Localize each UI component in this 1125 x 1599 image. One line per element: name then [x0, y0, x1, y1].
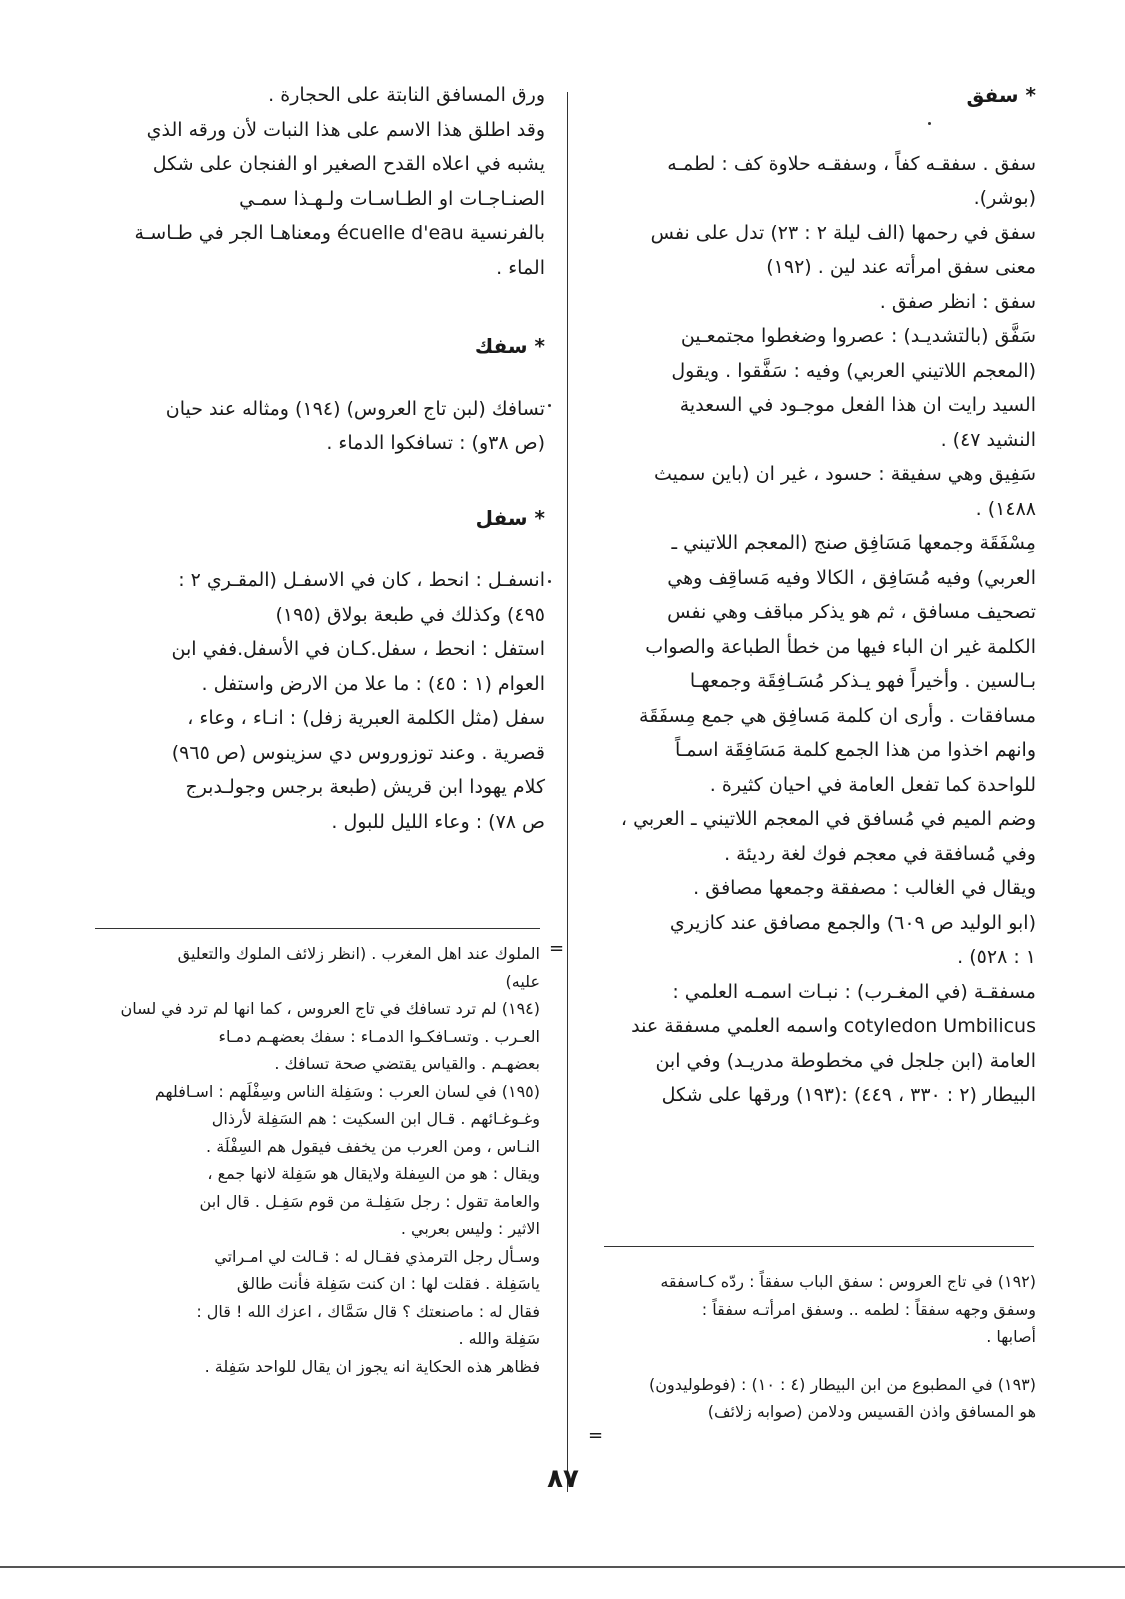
- footnote-line: (١٩٢) في تاج العروس : سفق الباب سفقاً : ردّه كـاسفقه: [660, 1272, 1036, 1291]
- text-line: يشبه في اعلاه القدح الصغير او الفنجان على شكل: [152, 153, 545, 175]
- text-line: (ابو الوليد ص ٦٠٩) والجمع مصافق عند كازيري: [669, 911, 1036, 934]
- right-column-body: [596, 147, 1036, 1113]
- footnote-line: (١٩٤) لم ترد تسافك في تاج العروس ، كما انها لم ترد في لسان: [120, 999, 540, 1018]
- text-line: قصرية . وعند توزوروس دي سزينوس (ص ٩٦٥): [171, 741, 545, 764]
- text-line: سفل (مثل الكلمة العبرية زفل) : انـاء ، وعاء ،: [187, 707, 545, 729]
- text-line: كلام يهودا ابن قريش (طبعة برجس وجولـدبرج: [185, 776, 545, 798]
- text-line: ورق المسافق النابتة على الحجارة .: [268, 84, 545, 106]
- footnote-line: سَفِلة والله .: [458, 1329, 540, 1348]
- footnote-line: هو المسافق واذن القسيس ودلامن (صوابه زلائف): [707, 1402, 1036, 1421]
- text-line: الماء .: [496, 256, 545, 279]
- footnotes-right: [596, 1268, 1036, 1426]
- text-line: تصحيف مسافق ، ثم هو يذكر مباقف وهي نفس: [667, 601, 1036, 623]
- right-column: [596, 78, 1036, 1113]
- text-line: سفق : انظر صفق .: [879, 290, 1036, 313]
- text-line: وقد اطلق هذا الاسم على هذا النبات لأن ورقه الذي: [146, 118, 545, 141]
- footnote-line: النـاس ، ومن العرب من يخفف فيقول هم السِفْلَة .: [206, 1136, 540, 1156]
- text-line: وضم الميم في مُسافق في المعجم اللاتيني ـ العربي ،: [620, 808, 1036, 830]
- footnote-line: (١٩٥) في لسان العرب : وسَفِلة الناس وسِفْلَهم : اسـافلهم: [154, 1081, 540, 1101]
- text-line: بالفرنسية écuelle d'eau ومعناهـا الجر في طـاسـة: [134, 222, 545, 244]
- text-line: استفل : انحط ، سفل.كـان في الأسفل.ففي ابن: [171, 638, 545, 660]
- text-line: ١ : ٥٢٨) .: [957, 946, 1036, 968]
- text-line: العوام (١ : ٤٥) : ما علا من الارض واستفل .: [201, 672, 545, 695]
- text-line: (ص ٣٨و) : تسافكوا الدماء .: [326, 432, 545, 454]
- scan-speck: [548, 580, 551, 583]
- entry-heading-sfl: * سفل: [475, 505, 545, 530]
- text-line: للواحدة كما تفعل العامة في احيان كثيرة .: [709, 773, 1036, 796]
- left-column: [95, 78, 545, 839]
- footnote-line: فقال له : ماصنعتك ؟ قال سَمَّاك ، اعزك الله ! قال :: [196, 1301, 540, 1321]
- footnote-line: بعضهـم . والقياس يقتضي صحة تسافك .: [274, 1054, 540, 1073]
- text-line: معنى سفق امرأته عند لين . (١٩٢): [766, 256, 1036, 278]
- text-line: مسافقات . وأرى ان كلمة مَسافِق هي جمع مِسفَقَة: [639, 704, 1036, 727]
- footnote-line: الملوك عند اهل المغرب . (انظر زلائف الملوك والتعليق: [177, 944, 540, 963]
- text-line: الكلمة غير ان الباء فيها من خطأ الطباعة والصواب: [645, 635, 1036, 658]
- footnote-line: (١٩٣) في المطبوع من ابن البيطار (٤ : ١٠) : (فوطوليدون): [648, 1374, 1036, 1394]
- footnote-gap: [596, 1351, 1036, 1371]
- text-line: سفق . سفقـه كفاً ، وسفقـه حلاوة كف : لطمـه: [667, 152, 1036, 175]
- footnote-rule-left: [95, 928, 540, 929]
- scan-speck: [548, 404, 551, 407]
- text-line: البيطار (٢ : ٣٣٠ ، ٤٤٩) :(١٩٣) ورقها على شكل: [661, 1084, 1036, 1106]
- text-line: سَفَّق (بالتشديـد) : عصروا وضغطوا مجتمعـين: [680, 325, 1036, 347]
- column-divider: [567, 92, 568, 1492]
- text-line: الصنـاجـات او الطـاسـات ولـهـذا سمـي: [239, 187, 545, 210]
- text-line: سفق في رحمها (الف ليلة ٢ : ٢٣) تدل على نفس: [650, 221, 1036, 244]
- text-line: مِسْفَقَة وجمعها مَسَافِق صنج (المعجم اللاتيني ـ: [671, 532, 1036, 554]
- text-line: cotyledon Umbilicus واسمه العلمي مسفقة عند: [631, 1015, 1036, 1037]
- footnote-line: فظاهر هذه الحكاية انه يجوز ان يقال للواحد سَفِلة .: [204, 1356, 540, 1376]
- text-line: النشيد ٤٧) .: [940, 428, 1036, 451]
- text-line: (المعجم اللاتيني العربي) وفيه : سَفَّقوا . ويقول: [671, 359, 1036, 382]
- footnote-line: وسفق وجهه سفقاً : لطمه .. وسفق امرأتـه سفقاً :: [701, 1299, 1036, 1319]
- text-line: ٤٩٥) وكذلك في طبعة بولاق (١٩٥): [275, 603, 545, 626]
- footnotes-left: [95, 940, 540, 1380]
- page-number: ٨٧: [547, 1464, 579, 1494]
- text-line: وفي مُسافقة في معجم فوك لغة رديئة .: [724, 842, 1036, 865]
- text-line: السيد رايت ان هذا الفعل موجـود في السعدية: [679, 394, 1036, 416]
- text-line: بـالسين . وأخيراً فهو يـذكر مُسَـافِقَة وجمعهـا: [689, 670, 1036, 692]
- text-line: (بوشر).: [973, 187, 1036, 209]
- entry-heading-sfk: * سفك: [474, 334, 545, 358]
- continuation-mark-left: =: [549, 938, 565, 959]
- entry-sfk-body: [95, 392, 545, 461]
- footnote-rule-right: [604, 1246, 1034, 1247]
- text-line: مسفقـة (في المغـرب) : نبـات اسمـه العلمي :: [672, 980, 1036, 1003]
- footnote-line: وغـوغـائهم . قـال ابن السكيت : هم السَفِلة لأرذال: [211, 1109, 540, 1128]
- footnote-line: أصابها .: [986, 1327, 1036, 1346]
- text-line: انسفـل : انحط ، كان في الاسفـل (المقـري ٢ :: [178, 569, 545, 591]
- footnote-line: الاثير : وليس بعربي .: [400, 1219, 540, 1238]
- footnote-line: والعامة تقول : رجل سَفِلـة من قوم سَفِـل . قال ابن: [199, 1191, 540, 1211]
- text-line: ١٤٨٨) .: [975, 497, 1036, 520]
- entry-heading-sfq: * سفق: [966, 83, 1036, 107]
- text-line: العربي) وفيه مُسَافِق ، الكالا وفيه مَساقِف وهي: [667, 566, 1036, 589]
- footnote-line: ياسَفِلة . فقلت لها : ان كنت سَفِلة فأنت طالق: [236, 1274, 540, 1293]
- left-column-intro: [95, 78, 545, 285]
- text-line: سَفِيق وهي سفيقة : حسود ، غير ان (باين سميث: [654, 463, 1036, 485]
- text-line: تسافك (لبن تاج العروس) (١٩٤) ومثاله عند حيان: [165, 397, 545, 420]
- footnote-line: ويقال : هو من السِفلة ولايقال هو سَفِلة لانها جمع ،: [207, 1164, 540, 1183]
- scan-speck: [928, 122, 931, 125]
- footnote-line: عليه): [505, 971, 540, 991]
- continuation-mark-right: =: [588, 1425, 604, 1446]
- footnote-line: العـرب . وتسـافكـوا الدمـاء : سفك بعضهـم دمـاء: [218, 1026, 540, 1046]
- footnote-line: وسـأل رجل الترمذي فقـال له : قـالت لي امـراتي: [214, 1246, 540, 1266]
- text-line: وانهم اخذوا من هذا الجمع كلمة مَسَافِقَة اسمـاً: [674, 739, 1036, 761]
- entry-sfl-body: [95, 563, 545, 839]
- scan-bottom-edge: [0, 1566, 1125, 1568]
- text-line: ص ٧٨) : وعاء الليل للبول .: [331, 810, 545, 833]
- text-line: العامة (ابن جلجل في مخطوطة مدريـد) وفي ابن: [655, 1049, 1036, 1072]
- text-line: ويقال في الغالب : مصفقة وجمعها مصافق .: [693, 877, 1036, 899]
